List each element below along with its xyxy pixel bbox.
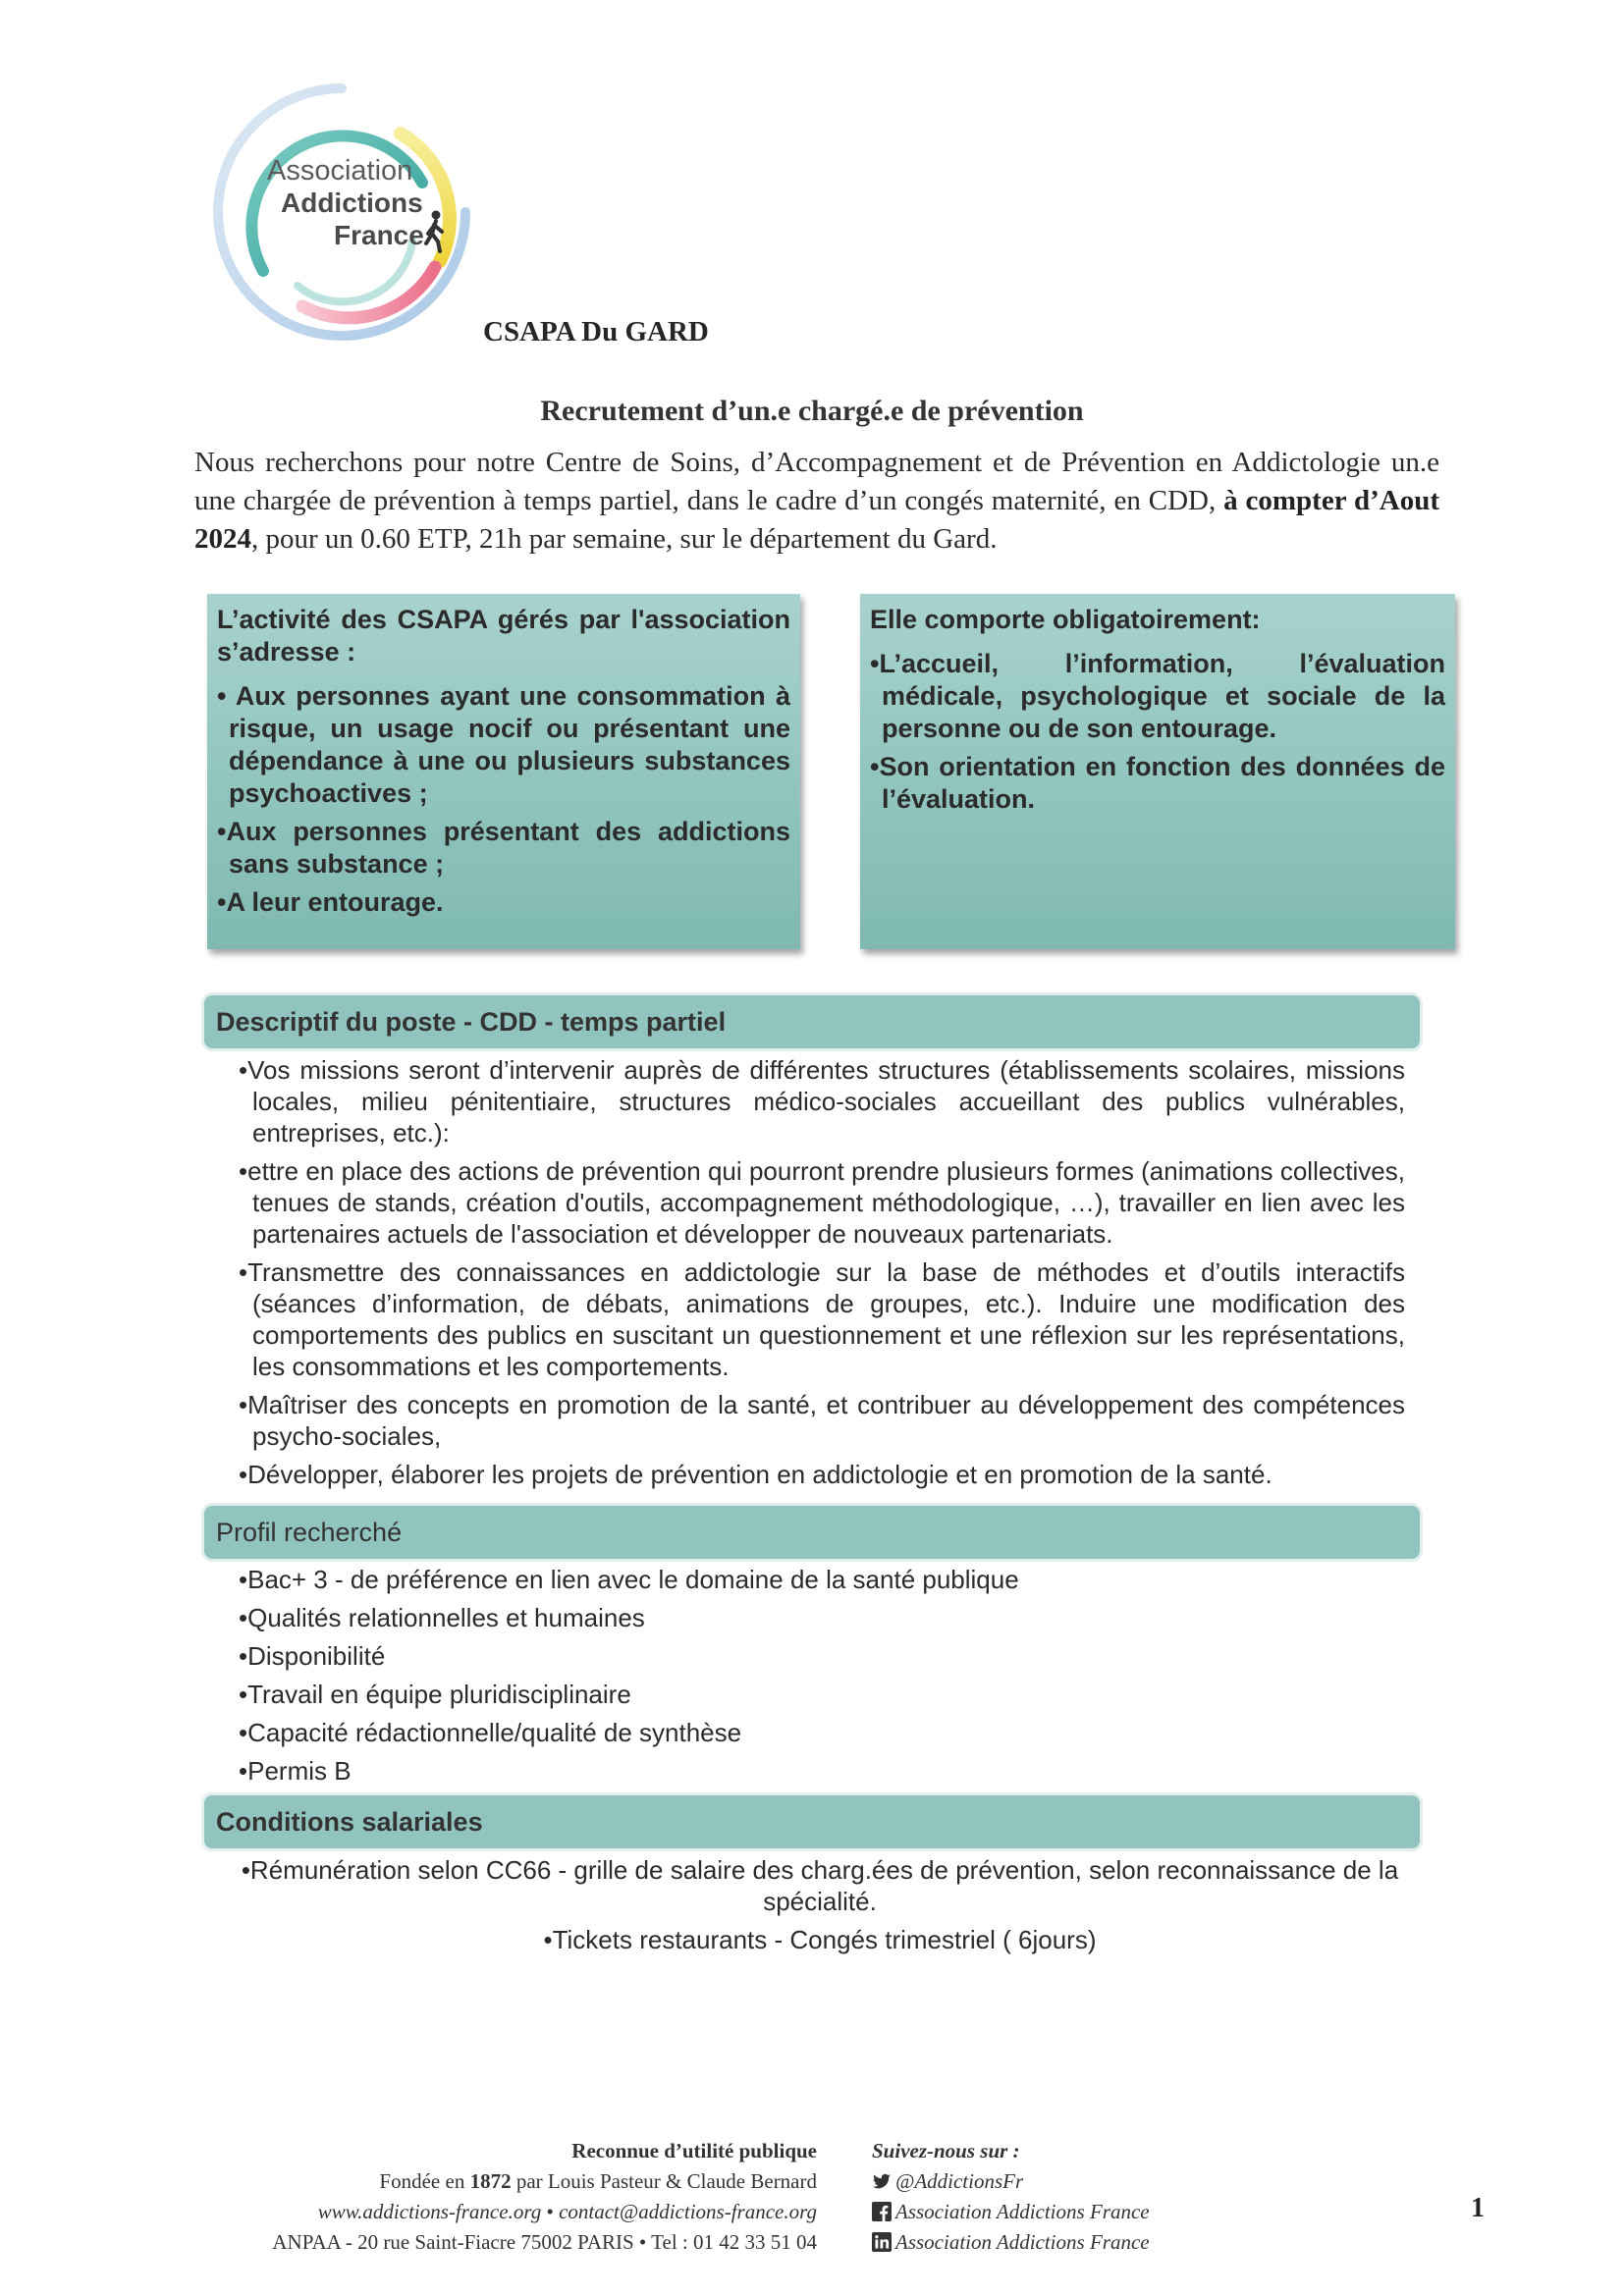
footer-founded-year: 1872	[469, 2169, 512, 2193]
activity-box	[207, 594, 800, 949]
facebook-name: Association Addictions France	[895, 2200, 1150, 2223]
association-logo	[194, 75, 489, 349]
list-item: •Aux personnes présentant des addictions sans substance ;	[217, 817, 790, 879]
intro-start-date: à compter d’Aout 2024	[194, 485, 1439, 555]
list-item: •Transmettre des connaissances en addictologie sur la base de méthodes et d’outils interactifs (séances d’information, de débats, animations de groupes, etc.). Induire une modification des comportements des publics en suscitant un questionnement et une réflexion sur les représentations, les consommations et les comportements.	[239, 1257, 1405, 1381]
footer-follow-label: Suivez-nous sur :	[872, 2139, 1020, 2163]
conditions-list	[236, 1854, 1404, 1962]
list-item: • Aux personnes ayant une consommation à risque, un usage nocif ou présentant une dépendance à une ou plusieurs substances psychoactives ;	[217, 681, 790, 808]
list-item: •Capacité rédactionnelle/qualité de synthèse	[239, 1718, 742, 1747]
intro-paragraph	[194, 444, 1439, 559]
page-number: 1	[1471, 2193, 1485, 2223]
list-item: •Vos missions seront d’intervenir auprès de différentes structures (établissements scolaires, missions locales, milieu pénitentiaire, structures médico-sociales accueillant des publics vulnérables, entreprises, etc.):	[239, 1055, 1405, 1148]
linkedin-link[interactable]	[872, 2227, 1265, 2258]
list-item: •Disponibilité	[239, 1641, 386, 1671]
facebook-link[interactable]	[872, 2197, 1265, 2227]
footer-address: ANPAA - 20 rue Saint-Fiacre 75002 PARIS • Tel : 01 42 33 51 04	[272, 2230, 817, 2254]
list-item: •Développer, élaborer les projets de prévention en addictologie et en promotion de la santé.	[239, 1460, 1272, 1489]
list-item: •Permis B	[239, 1756, 352, 1786]
list-item: •Travail en équipe pluridisciplinaire	[239, 1680, 631, 1709]
footer-web-line	[228, 2197, 817, 2227]
footer-founded-post: par Louis Pasteur & Claude Bernard	[511, 2169, 817, 2193]
org-label: CSAPA Du GARD	[483, 316, 709, 347]
logo-line-france: France	[334, 220, 424, 250]
facebook-icon	[872, 2202, 892, 2221]
logo-line-association: Association	[267, 155, 413, 187]
linkedin-icon	[872, 2232, 892, 2252]
footer-founded	[228, 2166, 817, 2197]
logo-line-addictions: Addictions	[281, 187, 423, 218]
twitter-icon	[872, 2171, 892, 2191]
list-item: •Bac+ 3 - de préférence en lien avec le domaine de la santé publique	[239, 1565, 1019, 1594]
poste-list	[239, 1054, 1405, 1497]
list-item: •Tickets restaurants - Congés trimestriel ( 6jours)	[543, 1925, 1097, 1954]
section-header-profil: Profil recherché	[204, 1506, 1420, 1559]
section-header-conditions: Conditions salariales	[204, 1795, 1420, 1848]
list-item: •ettre en place des actions de prévention qui pourront prendre plusieurs formes (animations collectives, tenues de stands, création d'outils, accompagnement méthodologique, …), travailler en lien avec les partenaires actuels de l'association et développer de nouveaux partenariats.	[239, 1156, 1405, 1249]
activity-box-lead: L’activité des CSAPA gérés par l'association s’adresse :	[217, 605, 790, 667]
list-item: •Rémunération selon CC66 - grille de salaire des charg.ées de prévention, selon reconnaissance de la spécialité.	[241, 1855, 1399, 1916]
footer-founded-pre: Fondée en	[379, 2169, 470, 2193]
list-item: •L’accueil, l’information, l’évaluation médicale, psychologique et sociale de la personne ou de son entourage.	[870, 649, 1445, 743]
page-title: Recrutement d’un.e chargé.e de prévention	[540, 395, 1084, 427]
walking-person-icon	[422, 210, 448, 253]
profil-list	[239, 1564, 1405, 1793]
section-header-poste: Descriptif du poste - CDD - temps partiel	[204, 995, 1420, 1048]
list-item: •Qualités relationnelles et humaines	[239, 1603, 645, 1632]
footer-social	[872, 2136, 1265, 2258]
list-item: •Maîtriser des concepts en promotion de la santé, et contribuer au développement des compétences psycho-sociales,	[239, 1390, 1405, 1451]
list-item: •A leur entourage.	[217, 887, 444, 917]
twitter-link[interactable]	[872, 2166, 1265, 2197]
mandatory-box-lead: Elle comporte obligatoirement:	[870, 605, 1261, 634]
email-link[interactable]: contact@addictions-france.org	[559, 2200, 817, 2223]
footer-recognition: Reconnue d’utilité publique	[571, 2139, 817, 2163]
twitter-handle: @AddictionsFr	[895, 2169, 1024, 2193]
intro-text-1: Nous recherchons pour notre Centre de Soins, d’Accompagnement et de Prévention en Addictologie un.e une chargée de prévention à temps partiel, dans le cadre d’un congés maternité, en CDD,	[194, 447, 1439, 516]
linkedin-name: Association Addictions France	[895, 2230, 1150, 2254]
footer-contact	[228, 2136, 817, 2258]
intro-text-2: , pour un 0.60 ETP, 21h par semaine, sur le département du Gard.	[251, 523, 998, 555]
website-link[interactable]: www.addictions-france.org	[317, 2200, 542, 2223]
mandatory-box	[860, 594, 1455, 949]
footer-separator: •	[541, 2200, 560, 2223]
list-item: •Son orientation en fonction des données de l’évaluation.	[870, 752, 1445, 814]
